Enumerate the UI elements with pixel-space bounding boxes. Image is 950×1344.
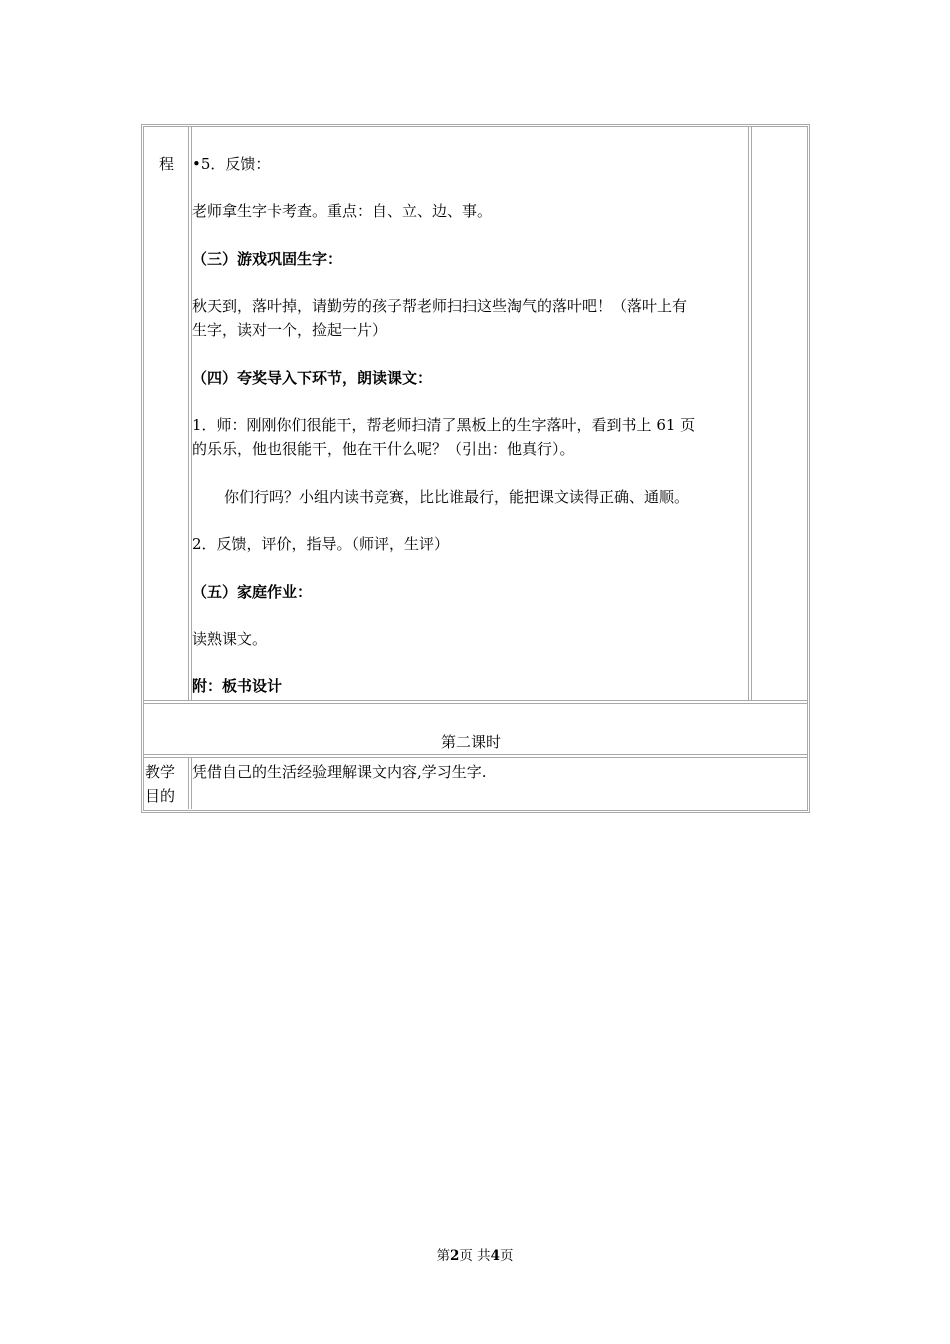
footer-suffix: 页: [500, 1248, 514, 1264]
total-pages: 4: [490, 1248, 501, 1264]
content-line: 读熟课文。: [192, 630, 268, 648]
section-heading: （四）夸奖导入下环节，朗读课文：: [192, 369, 433, 387]
lesson-title: 第二课时: [441, 733, 502, 751]
section-heading: （三）游戏巩固生字：: [192, 250, 343, 268]
content-line: 生字，读对一个，捡起一片）: [192, 321, 388, 339]
table-divider: [144, 757, 807, 758]
content-line: 的乐乐，他也很能干，他在干什么呢？（引出：他真行）。: [192, 440, 575, 458]
content-line: 你们行吗？小组内读书竞赛，比比谁最行，能把课文读得正确、通顺。: [224, 488, 690, 506]
lesson-table: [141, 124, 810, 813]
section-heading: 附：板书设计: [192, 677, 283, 695]
content-line: •5．反馈：: [192, 155, 271, 173]
table-divider: [144, 754, 807, 755]
table-divider: [188, 757, 189, 809]
table-divider: [748, 127, 749, 701]
table-divider: [751, 127, 752, 701]
table-divider: [188, 127, 189, 701]
table-divider: [144, 703, 807, 704]
goal-label: 目的: [145, 787, 176, 805]
goal-label: 教学: [145, 763, 176, 781]
current-page: 2: [449, 1248, 460, 1264]
footer-prefix: 第: [436, 1248, 450, 1264]
content-line: 2．反馈，评价，指导。（师评，生评）: [192, 535, 450, 553]
page-footer: [0, 1247, 950, 1265]
content-line: 秋天到，落叶掉，请勤劳的孩子帮老师扫扫这些淘气的落叶吧！（落叶上有: [192, 297, 688, 315]
table-divider: [144, 700, 807, 701]
section-heading: （五）家庭作业：: [192, 583, 313, 601]
footer-middle: 页 共: [459, 1248, 491, 1264]
goal-text: 凭借自己的生活经验理解课文内容,学习生字.: [192, 763, 487, 781]
content-line: 老师拿生字卡考查。重点：自、立、边、事。: [192, 202, 493, 220]
content-line: 1．师：刚刚你们很能干，帮老师扫清了黑板上的生字落叶，看到书上 61 页: [192, 416, 696, 434]
row-label: 程: [159, 155, 175, 173]
